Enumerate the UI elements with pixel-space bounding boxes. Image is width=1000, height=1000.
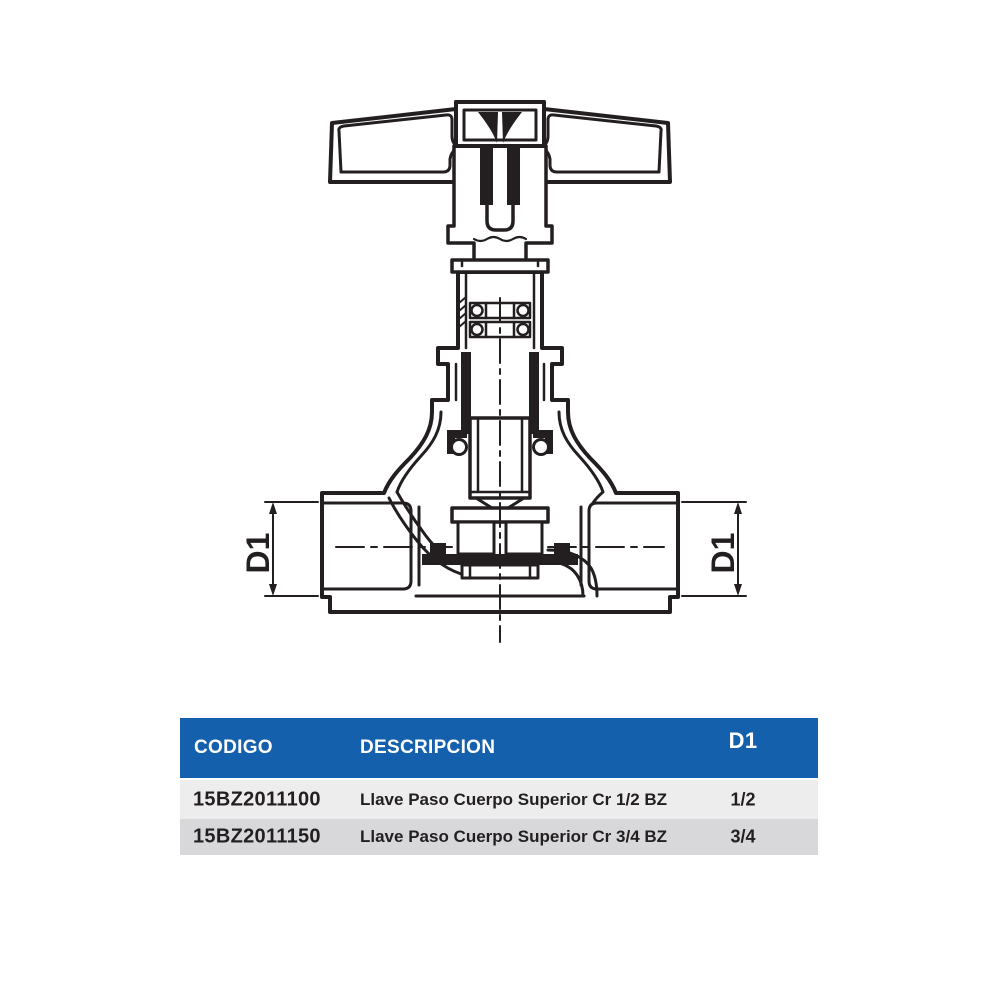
o-ring-right (534, 440, 549, 455)
seal-washer-left (458, 522, 494, 554)
bonnet-flange (452, 260, 548, 272)
table-row (180, 780, 818, 819)
dim-label-d1-left: D1 (240, 532, 276, 574)
table-row (180, 819, 818, 855)
cell-d1: 1/2 (730, 789, 756, 809)
seal-washer-right (506, 522, 542, 554)
cell-descripcion: Llave Paso Cuerpo Superior Cr 3/4 BZ (360, 827, 668, 846)
dimension-left (240, 502, 318, 596)
dim-label-d1-right: D1 (705, 532, 741, 574)
cell-codigo: 15BZ2011150 (193, 825, 321, 848)
column-header-d1: D1 (728, 728, 758, 753)
screw-tip (487, 205, 513, 230)
o-ring-left (452, 440, 467, 455)
cell-d1: 3/4 (730, 826, 756, 847)
column-header-codigo: CODIGO (194, 737, 273, 758)
cell-descripcion: Llave Paso Cuerpo Superior Cr 1/2 BZ (360, 789, 668, 809)
column-header-descripcion: DESCRIPCION (360, 737, 496, 758)
cell-codigo: 15BZ2011100 (193, 788, 321, 810)
product-spec-table (180, 718, 818, 855)
table-header-row (180, 718, 818, 778)
handle-hub (448, 146, 552, 261)
dimension-right (682, 502, 746, 596)
